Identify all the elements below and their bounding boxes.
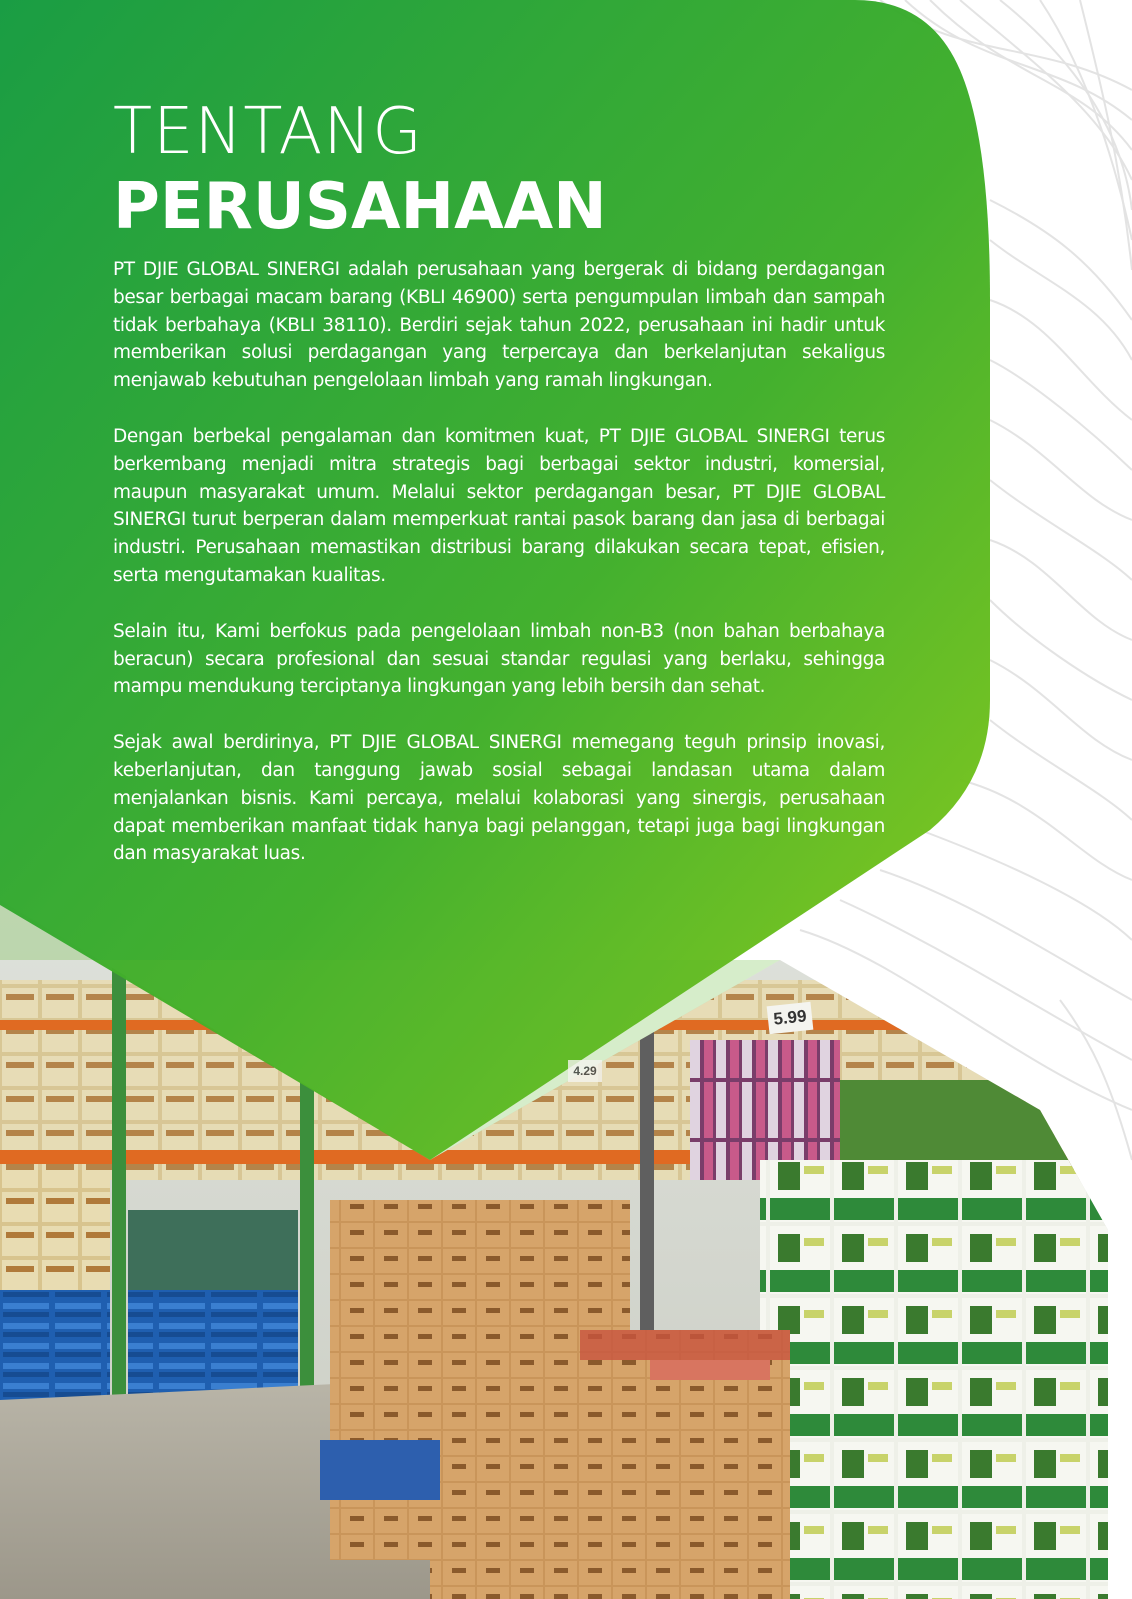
paragraph: PT DJIE GLOBAL SINERGI adalah perusahaan yang bergerak di bidang perdagangan besar berbagai macam barang (KBLI 46900) serta pengumpulan limbah dan sampah tidak berbahaya (KBLI 38110). Berdiri sejak tahun 2022, perusahaan ini hadir untuk memberikan solusi perdagangan yang terpercaya dan berkelanjutan sekaligus menjawab kebutuhan pengelolaan limbah yang ramah lingkungan. bbox=[113, 259, 885, 392]
paragraph: Sejak awal berdirinya, PT DJIE GLOBAL SINERGI memegang teguh prinsip inovasi, keberlanjutan, dan tanggung jawab sosial sebagai landasan utama dalam menjalankan bisnis. Kami percaya, melalui kolaborasi yang sinergis, perusahaan dapat memberikan manfaat tidak hanya bagi pelanggan, tetapi juga bagi lingkungan dan masyarakat luas. bbox=[113, 732, 885, 865]
price-tag: 4.29 bbox=[568, 1060, 602, 1082]
price-tag: 5.99 bbox=[767, 1002, 814, 1034]
paragraph: Selain itu, Kami berfokus pada pengelolaan limbah non-B3 (non bahan berbahaya beracun) secara profesional dan sesuai standar regulasi yang berlaku, sehingga mampu mendukung terciptanya lingkungan yang lebih bersih dan sehat. bbox=[113, 620, 885, 698]
heading-line-2: PERUSAHAAN bbox=[113, 170, 607, 244]
body-text bbox=[113, 256, 885, 896]
heading-line-1: TENTANG bbox=[113, 95, 423, 169]
paragraph: Dengan berbekal pengalaman dan komitmen kuat, PT DJIE GLOBAL SINERGI terus berkembang menjadi mitra strategis bagi berbagai sektor industri, komersial, maupun masyarakat umum. Melalui sektor perdagangan besar, PT DJIE GLOBAL SINERGI turut berperan dalam memperkuat rantai pasok barang dan jasa di berbagai industri. Perusahaan memastikan distribusi barang dilakukan secara tepat, efisien, serta mengutamakan kualitas. bbox=[113, 425, 885, 586]
